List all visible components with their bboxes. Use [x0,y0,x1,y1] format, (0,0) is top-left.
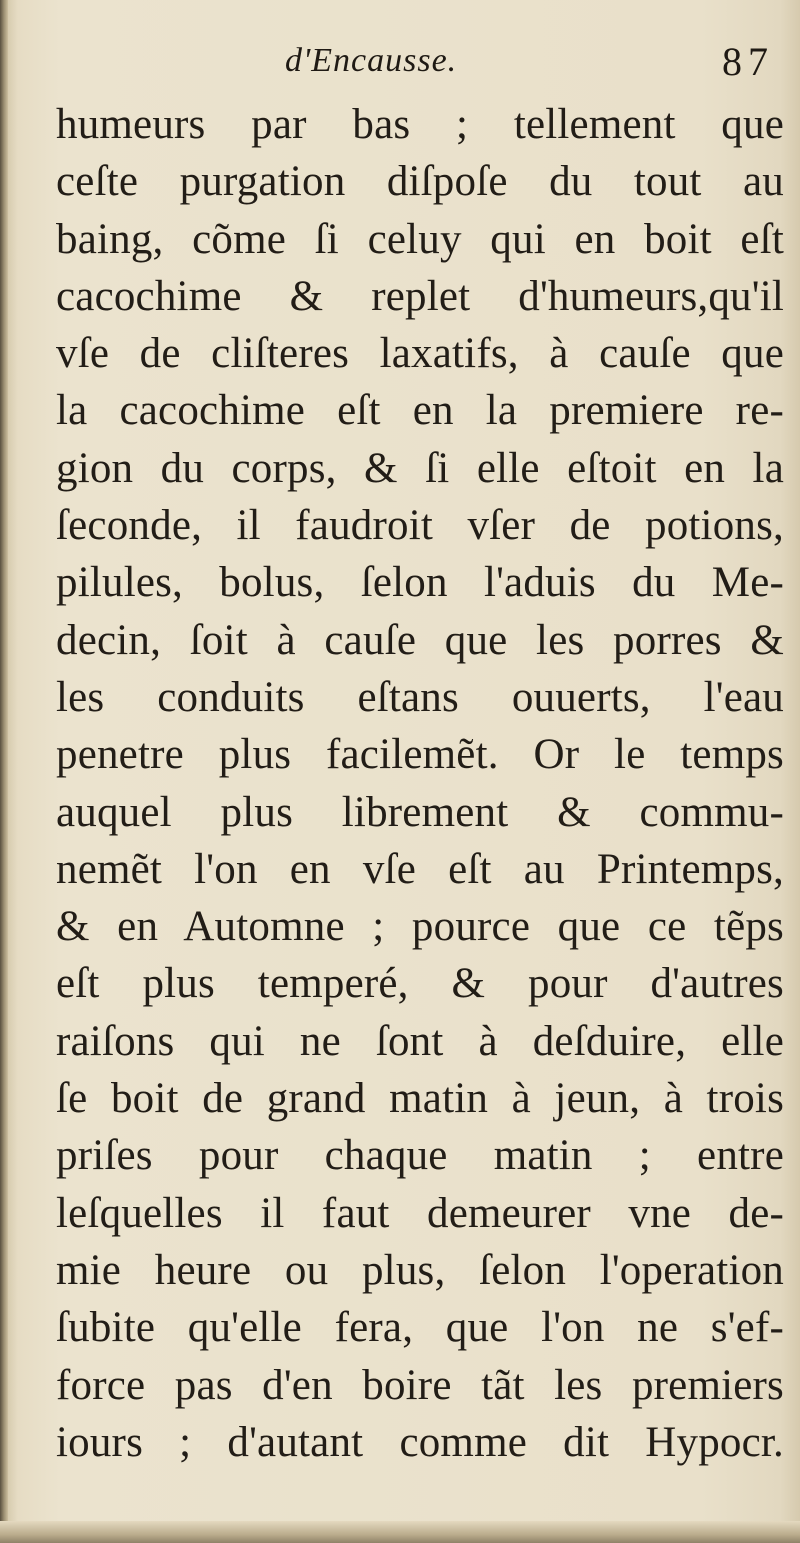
page-header [60,38,780,90]
running-head: d'Encausse. [285,42,458,79]
page-bottom-edge [0,1521,800,1543]
text-line: ſubite qu'elle fera, que l'on ne s'ef- [56,1304,784,1352]
text-line: auquel plus librement & commu- [56,788,784,836]
text-line: ſe boit de grand matin à jeun, à trois [56,1075,784,1123]
text-line: priſes pour chaque matin ; entre [56,1132,784,1180]
text-line: raiſons qui ne ſont à deſduire, elle [56,1017,784,1065]
text-line: ſeconde, il faudroit vſer de potions, [56,502,784,550]
text-line: gion du corps, & ſi elle eſtoit en la [56,444,784,492]
text-line: penetre plus facilemẽt. Or le temps [56,731,784,779]
text-line: baing, cõme ſi celuy qui en boit eſt [56,215,784,263]
text-line: les conduits eſtans ouuerts, l'eau [56,673,784,721]
text-line: nemẽt l'on en vſe eſt au Printemps, [56,845,784,893]
text-line: humeurs par bas ; tellement que [56,101,784,148]
text-line: ceſte purgation diſpoſe du tout au [56,158,784,206]
text-line: & en Automne ; pource que ce tẽps [56,903,784,951]
page-gutter [0,0,8,1543]
text-line: eſt plus temperé, & pour d'autres [56,960,784,1008]
text-line: vſe de cliſteres laxatifs, à cauſe que [56,330,784,378]
text-line: decin, ſoit à cauſe que les porres & [56,616,784,664]
text-line: pilules, bolus, ſelon l'aduis du Me- [56,559,784,607]
text-line: cacochime & replet d'humeurs,qu'il [56,272,784,320]
body-text [56,96,784,1471]
text-line: iours ; d'autant comme dit Hypocr. [56,1418,784,1466]
text-line: la cacochime eſt en la premiere re- [56,387,784,435]
text-line: mie heure ou plus, ſelon l'operation [56,1246,784,1294]
text-line: leſquelles il faut demeurer vne de- [56,1189,784,1237]
page-number: 87 [722,39,774,84]
text-line: force pas d'en boire tãt les premiers [56,1361,784,1409]
